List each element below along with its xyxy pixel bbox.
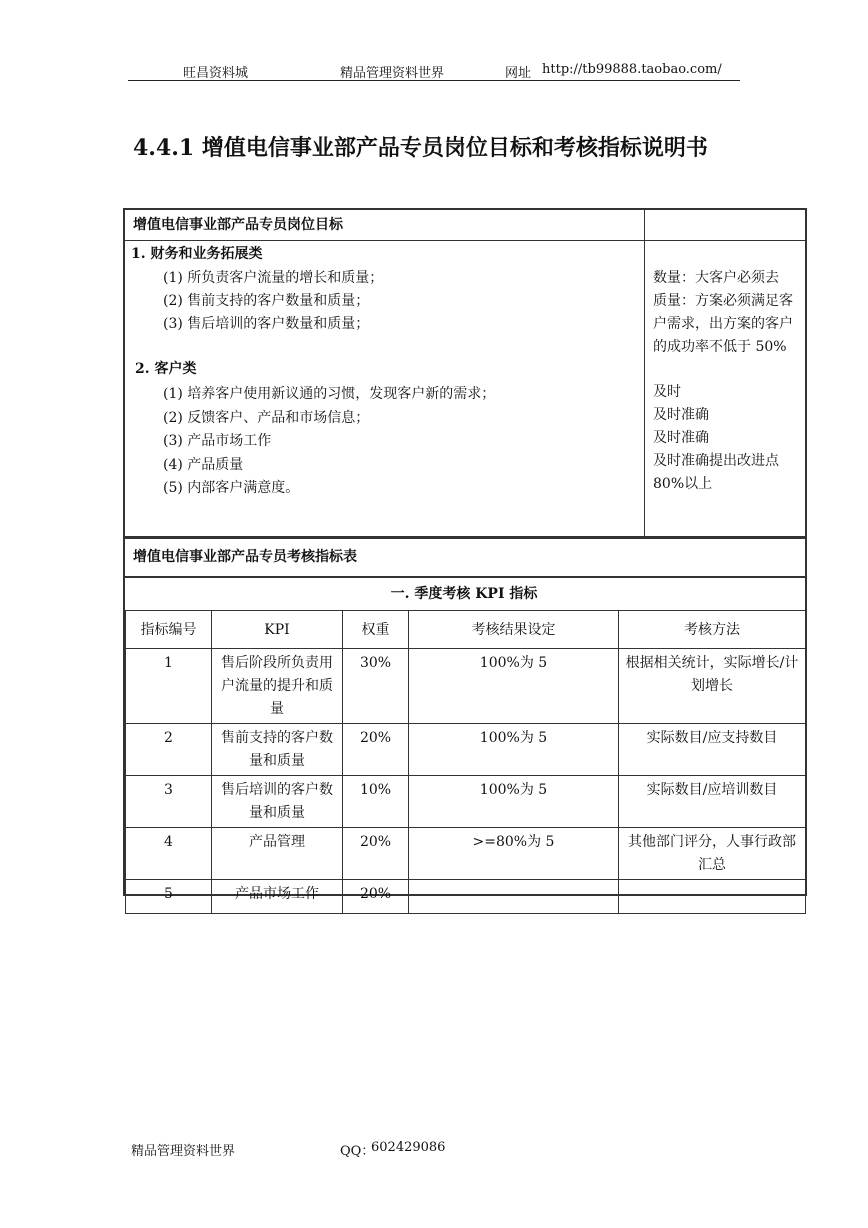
kpi-col-no: 指标编号 — [126, 611, 212, 649]
kpi-no: 4 — [126, 828, 212, 880]
goals-target-line: 的成功率不低于 50% — [653, 339, 787, 355]
header-middle-text: 精品管理资料世界 — [340, 66, 445, 81]
goals-section2-item: (4) 产品质量 — [163, 457, 244, 473]
kpi-weight: 30% — [343, 649, 409, 724]
kpi-result: 100%为 5 — [409, 776, 619, 828]
kpi-subheading: 一. 季度考核 KPI 指标 — [390, 586, 538, 602]
kpi-name: 售后阶段所负责用户流量的提升和质量 — [212, 649, 343, 724]
kpi-table — [125, 610, 806, 914]
kpi-name: 产品管理 — [212, 828, 343, 880]
header-divider — [128, 80, 740, 81]
goals-target-line: 及时准确 — [653, 430, 709, 446]
kpi-method: 实际数目/应培训数目 — [619, 776, 806, 828]
kpi-col-method: 考核方法 — [619, 611, 806, 649]
goals-section2-item: (2) 反馈客户、产品和市场信息； — [163, 410, 370, 426]
kpi-result: >=80%为 5 — [409, 828, 619, 880]
goals-target-line: 80%以上 — [653, 476, 713, 492]
table-row — [126, 828, 806, 880]
goals-section1-item: (1) 所负责客户流量的增长和质量； — [163, 270, 384, 286]
footer-qq-label: QQ： — [340, 1144, 375, 1159]
kpi-no: 2 — [126, 724, 212, 776]
kpi-header-row — [126, 611, 806, 649]
header-left-text: 旺昌资料城 — [183, 66, 249, 81]
kpi-method — [619, 880, 806, 914]
kpi-method: 其他部门评分，人事行政部汇总 — [619, 828, 806, 880]
kpi-name: 产品市场工作 — [212, 880, 343, 914]
goals-heading-divider — [123, 240, 807, 241]
goals-column-divider — [644, 208, 645, 538]
kpi-name: 售后培训的客户数量和质量 — [212, 776, 343, 828]
goals-section2-item: (3) 产品市场工作 — [163, 433, 272, 449]
kpi-weight: 20% — [343, 724, 409, 776]
page-title: 4.4.1 增值电信事业部产品专员岗位目标和考核指标说明书 — [133, 135, 708, 161]
kpi-col-kpi: KPI — [212, 611, 343, 649]
goals-section1-item: (2) 售前支持的客户数量和质量； — [163, 293, 370, 309]
kpi-table-heading: 增值电信事业部产品专员考核指标表 — [133, 549, 357, 565]
kpi-weight: 20% — [343, 828, 409, 880]
goals-target-line: 及时准确提出改进点 — [653, 453, 779, 469]
footer-left-text: 精品管理资料世界 — [131, 1144, 236, 1159]
kpi-result — [409, 880, 619, 914]
goals-target-line: 户需求，出方案的客户 — [653, 316, 793, 332]
header-url-link[interactable]: http://tb99888.taobao.com/ — [542, 62, 722, 77]
goals-section2-item: (1) 培养客户使用新议通的习惯，发现客户新的需求； — [163, 386, 496, 402]
kpi-weight: 20% — [343, 880, 409, 914]
kpi-no: 3 — [126, 776, 212, 828]
goals-target-line: 及时准确 — [653, 407, 709, 423]
goals-target-line: 质量：方案必须满足客 — [653, 293, 793, 309]
footer-qq-number: 602429086 — [371, 1140, 446, 1155]
goals-heading: 增值电信事业部产品专员岗位目标 — [133, 217, 343, 233]
kpi-method: 实际数目/应支持数目 — [619, 724, 806, 776]
kpi-no: 1 — [126, 649, 212, 724]
table-row — [126, 880, 806, 914]
kpi-name: 售前支持的客户数量和质量 — [212, 724, 343, 776]
goals-target-line: 数量：大客户必须去 — [653, 270, 779, 286]
kpi-method: 根据相关统计，实际增长/计划增长 — [619, 649, 806, 724]
table-row — [126, 776, 806, 828]
goals-section1-item: (3) 售后培训的客户数量和质量； — [163, 316, 370, 332]
goals-target-line: 及时 — [653, 384, 681, 400]
kpi-col-result: 考核结果设定 — [409, 611, 619, 649]
goals-section2-item: (5) 内部客户满意度。 — [163, 480, 300, 496]
kpi-col-weight: 权重 — [343, 611, 409, 649]
goals-section1-title: 1. 财务和业务拓展类 — [131, 246, 263, 262]
kpi-weight: 10% — [343, 776, 409, 828]
goals-section2-title: 2. 客户类 — [135, 361, 197, 377]
kpi-result: 100%为 5 — [409, 724, 619, 776]
kpi-result: 100%为 5 — [409, 649, 619, 724]
table-row — [126, 649, 806, 724]
kpi-no: 5 — [126, 880, 212, 914]
header-site-label: 网址 — [505, 66, 532, 81]
table-row — [126, 724, 806, 776]
